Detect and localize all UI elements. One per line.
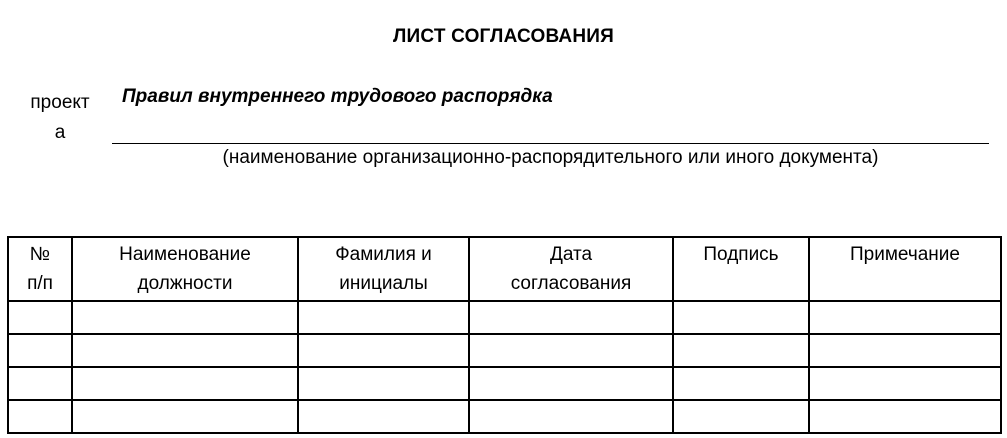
table-cell[interactable]	[8, 400, 72, 433]
table-cell[interactable]	[298, 334, 469, 367]
table-cell[interactable]	[298, 400, 469, 433]
table-cell[interactable]	[298, 301, 469, 334]
table-row	[8, 301, 1001, 334]
table-cell[interactable]	[673, 400, 809, 433]
document-name-caption: (наименование организационно-распорядительного или иного документа)	[222, 147, 879, 168]
table-cell[interactable]	[673, 301, 809, 334]
table-cell[interactable]	[72, 301, 298, 334]
column-header-line: Фамилия и	[335, 244, 432, 265]
document-name-underline	[112, 143, 989, 144]
table-row	[8, 367, 1001, 400]
document-type-prefix-line2: а	[54, 122, 66, 143]
column-header-line: должности	[137, 273, 233, 294]
column-header-signature	[673, 237, 809, 301]
column-header-line: инициалы	[339, 273, 428, 294]
table-cell[interactable]	[809, 367, 1001, 400]
table-cell[interactable]	[809, 301, 1001, 334]
column-header-line: Подпись	[703, 244, 779, 265]
table-row	[8, 334, 1001, 367]
column-header-number	[8, 237, 72, 301]
column-header-name	[298, 237, 469, 301]
column-header-line: Дата	[549, 244, 593, 265]
table-cell[interactable]	[469, 334, 673, 367]
column-header-line: Примечание	[850, 244, 960, 265]
table-cell[interactable]	[673, 367, 809, 400]
column-header-position	[72, 237, 298, 301]
table-cell[interactable]	[72, 367, 298, 400]
table-header-row	[8, 237, 1001, 301]
column-header-line: Наименование	[119, 244, 251, 265]
table-cell[interactable]	[298, 367, 469, 400]
column-header-line: согласования	[510, 273, 632, 294]
document-name: Правил внутреннего трудового распорядка	[122, 86, 553, 107]
table-cell[interactable]	[469, 301, 673, 334]
table-cell[interactable]	[8, 301, 72, 334]
column-header-date	[469, 237, 673, 301]
table-cell[interactable]	[809, 400, 1001, 433]
column-header-line: №	[29, 244, 51, 265]
approval-table	[7, 236, 1002, 434]
document-type-prefix-line1: проект	[30, 92, 90, 113]
column-header-line: п/п	[27, 273, 53, 294]
document-type-prefix	[20, 88, 100, 148]
table-cell[interactable]	[8, 367, 72, 400]
table-cell[interactable]	[673, 334, 809, 367]
table-row	[8, 400, 1001, 433]
table-cell[interactable]	[469, 367, 673, 400]
table-cell[interactable]	[72, 400, 298, 433]
table-cell[interactable]	[809, 334, 1001, 367]
page-title: ЛИСТ СОГЛАСОВАНИЯ	[393, 26, 614, 47]
table-cell[interactable]	[469, 400, 673, 433]
table-cell[interactable]	[72, 334, 298, 367]
column-header-note	[809, 237, 1001, 301]
table-cell[interactable]	[8, 334, 72, 367]
